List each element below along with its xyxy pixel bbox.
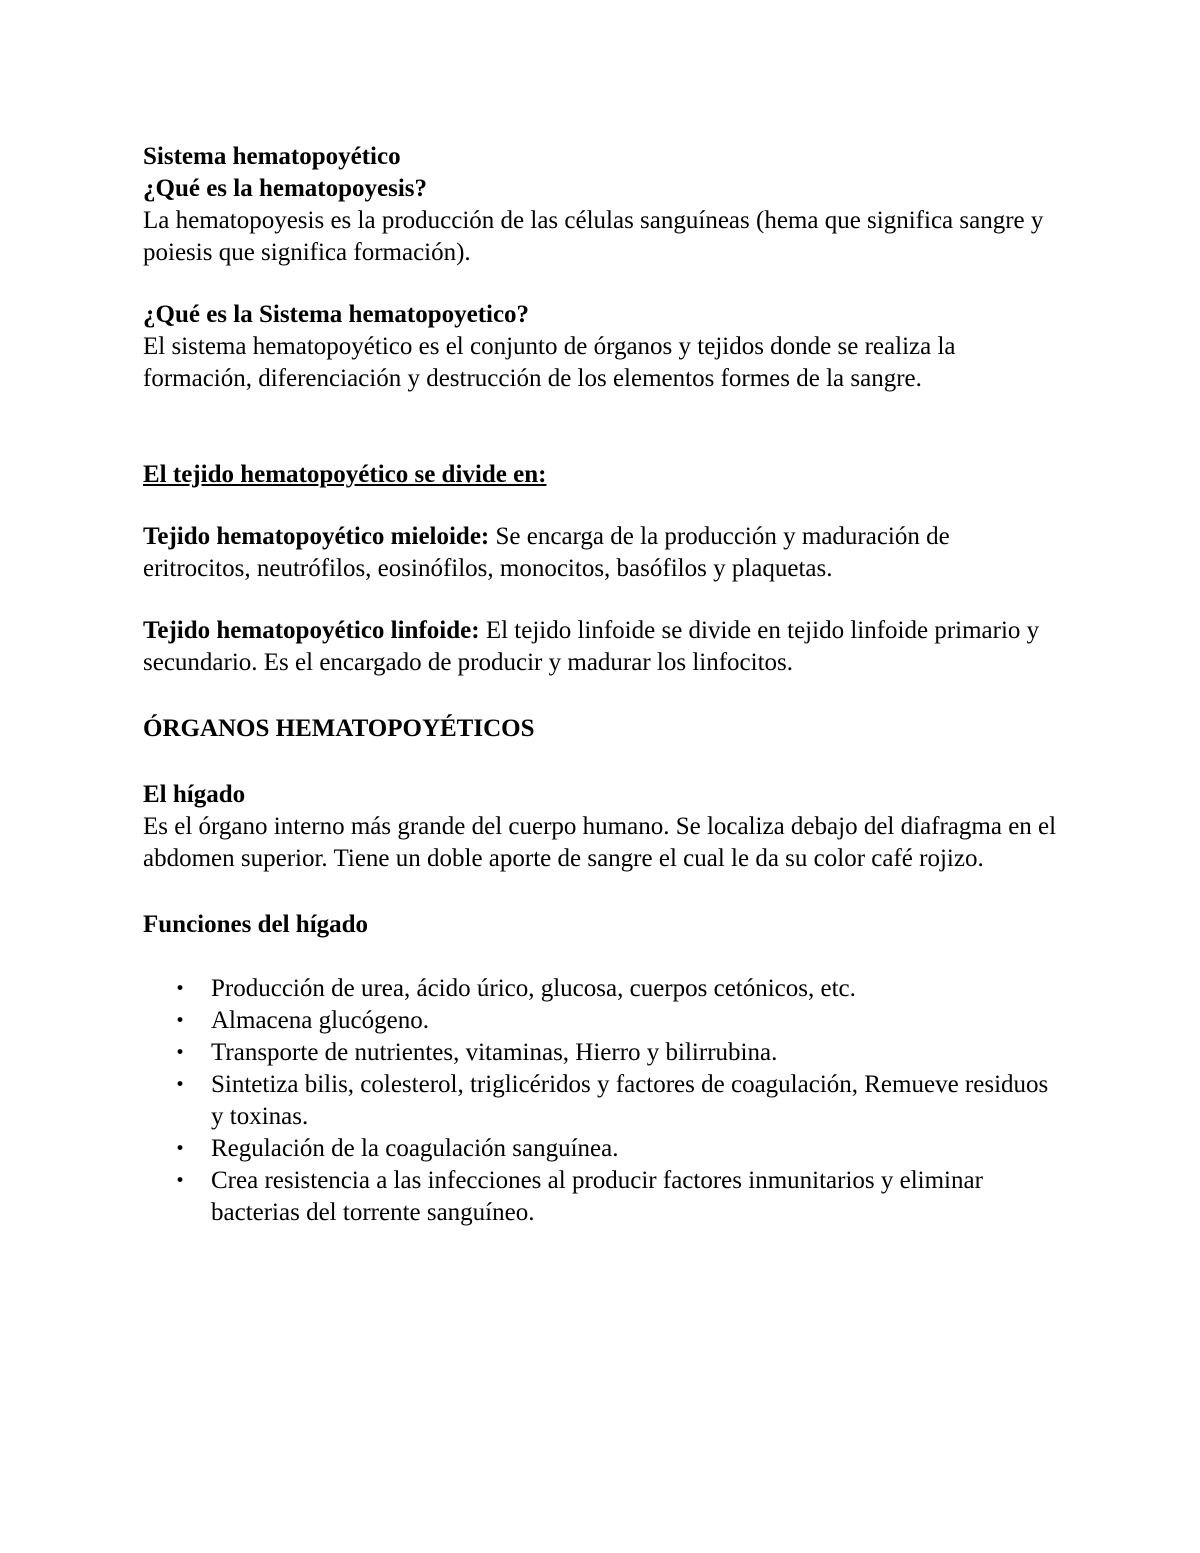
list-item xyxy=(143,1133,1063,1165)
tejido-linfoide-label: Tejido hematopoyético linfoide: xyxy=(143,617,480,644)
tejido-heading: El tejido hematopoyético se divide en: xyxy=(143,461,547,488)
bullet-icon: • xyxy=(174,1043,186,1063)
list-item xyxy=(143,1037,1063,1069)
answer-hematopoyesis: La hematopoyesis es la producción de las células sanguíneas (hema que significa sangre y poiesis que significa formación). xyxy=(143,207,1044,266)
bullet-icon: • xyxy=(174,979,186,999)
question-sistema: ¿Qué es la Sistema hematopoyetico? xyxy=(143,301,530,328)
bullet-icon: • xyxy=(174,1171,186,1191)
list-item-text: Almacena glucógeno. xyxy=(211,1007,429,1034)
tejido-linfoide-paragraph xyxy=(143,615,1063,679)
list-item xyxy=(143,973,1063,1005)
list-item xyxy=(143,1069,1063,1133)
bullet-icon: • xyxy=(174,1139,186,1159)
tejido-linfoide-text: El tejido linfoide se divide en tejido linfoide primario y secundario. Es el encargado de producir y madurar los linfocitos. xyxy=(143,617,1040,676)
question-hematopoyesis: ¿Qué es la hematopoyesis? xyxy=(143,175,428,202)
list-item xyxy=(143,1005,1063,1037)
bullet-icon: • xyxy=(174,1011,186,1031)
funciones-heading: Funciones del hígado xyxy=(143,911,369,938)
list-item-text: Producción de urea, ácido úrico, glucosa, cuerpos cetónicos, etc. xyxy=(211,975,856,1002)
tejido-mieloide-label: Tejido hematopoyético mieloide: xyxy=(143,523,490,550)
document-title: Sistema hematopoyético xyxy=(143,143,401,170)
answer-sistema: El sistema hematopoyético es el conjunto de órganos y tejidos donde se realiza la formación, diferenciación y destrucción de los elementos formes de la sangre. xyxy=(143,333,956,392)
tejido-mieloide-text: Se encarga de la producción y maduración de eritrocitos, neutrófilos, eosinófilos, monocitos, basófilos y plaquetas. xyxy=(143,523,950,582)
list-item-text: Regulación de la coagulación sanguínea. xyxy=(211,1135,619,1162)
list-item-text: Crea resistencia a las infecciones al producir factores inmunitarios y eliminar bacterias del torrente sanguíneo. xyxy=(211,1167,983,1226)
list-item-text: Sintetiza bilis, colesterol, triglicéridos y factores de coagulación, Remueve residuos y toxinas. xyxy=(211,1071,1049,1130)
list-item-text: Transporte de nutrientes, vitaminas, Hierro y bilirrubina. xyxy=(211,1039,778,1066)
higado-text: Es el órgano interno más grande del cuerpo humano. Se localiza debajo del diafragma en el abdomen superior. Tiene un doble aporte de sangre el cual le da su color café rojizo. xyxy=(143,813,1057,872)
tejido-mieloide-paragraph xyxy=(143,521,1063,585)
funciones-list xyxy=(143,973,1063,1229)
document-page xyxy=(143,141,1063,1229)
higado-heading: El hígado xyxy=(143,781,246,808)
bullet-icon: • xyxy=(174,1075,186,1095)
list-item xyxy=(143,1165,1063,1229)
organos-heading: ÓRGANOS HEMATOPOYÉTICOS xyxy=(143,715,535,742)
